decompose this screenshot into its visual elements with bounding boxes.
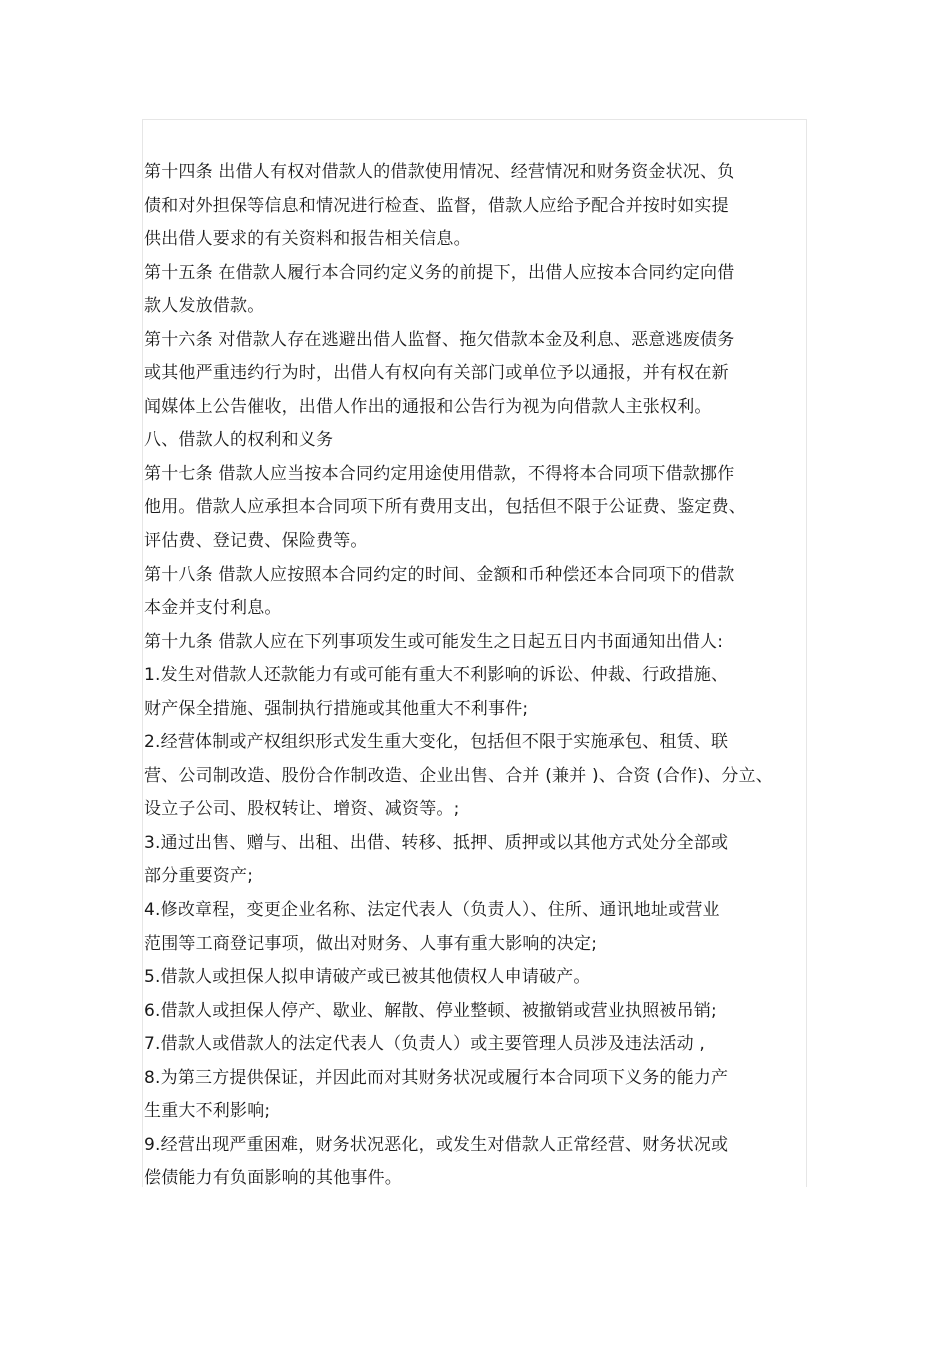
text-line: 生重大不利影响; — [144, 1101, 271, 1122]
text-line: 闻媒体上公告催收，出借人作出的通报和公告行为视为向借款人主张权利。 — [144, 396, 712, 417]
text-line: 偿债能力有负面影响的其他事件。 — [144, 1168, 402, 1189]
text-line: 款人发放借款。 — [144, 296, 265, 317]
text-line: 7.借款人或借款人的法定代表人（负责人）或主要管理人员涉及违法活动 , — [144, 1034, 706, 1055]
text-line: 3.通过出售、赠与、出租、出借、转移、抵押、质押或以其他方式处分全部或 — [144, 832, 729, 853]
text-line: 第十五条 在借款人履行本合同约定义务的前提下，出借人应按本合同约定向借 — [144, 262, 735, 283]
text-line: 他用。借款人应承担本合同项下所有费用支出，包括但不限于公证费、鉴定费、 — [144, 497, 746, 518]
text-line: 5.借款人或担保人拟申请破产或已被其他债权人申请破产。 — [144, 967, 591, 988]
text-line: 财产保全措施、强制执行措施或其他重大不利事件; — [144, 698, 529, 719]
text-line: 债和对外担保等信息和情况进行检查、监督，借款人应给予配合并按时如实提 — [144, 195, 729, 216]
text-line: 2.经营体制或产权组织形式发生重大变化，包括但不限于实施承包、租赁、联 — [144, 732, 729, 753]
text-line: 本金并支付利息。 — [144, 598, 282, 619]
text-line: 或其他严重违约行为时，出借人有权向有关部门或单位予以通报，并有权在新 — [144, 363, 729, 384]
text-line: 营、公司制改造、股份合作制改造、企业出售、合并 (兼并 )、合资 (合作)、分立、 — [144, 765, 773, 786]
text-line: 设立子公司、股权转让、增资、减资等。; — [144, 799, 460, 820]
text-line: 6.借款人或担保人停产、歇业、解散、停业整顿、被撤销或营业执照被吊销; — [144, 1000, 717, 1021]
text-line: 1.发生对借款人还款能力有或可能有重大不利影响的诉讼、仲裁、行政措施、 — [144, 665, 729, 686]
document-body — [144, 156, 824, 1196]
text-line: 第十七条 借款人应当按本合同约定用途使用借款，不得将本合同项下借款挪作 — [144, 463, 735, 484]
text-line: 第十四条 出借人有权对借款人的借款使用情况、经营情况和财务资金状况、负 — [144, 162, 735, 182]
text-line: 第十九条 借款人应在下列事项发生或可能发生之日起五日内书面通知出借人: — [144, 631, 724, 652]
text-line: 8.为第三方提供保证，并因此而对其财务状况或履行本合同项下义务的能力产 — [144, 1067, 729, 1088]
text-line: 八、借款人的权利和义务 — [144, 430, 334, 451]
text-line: 第十六条 对借款人存在逃避出借人监督、拖欠借款本金及利息、恶意逃废债务 — [144, 329, 735, 350]
text-line: 第十八条 借款人应按照本合同约定的时间、金额和币种偿还本合同项下的借款 — [144, 564, 735, 585]
text-line: 评估费、登记费、保险费等。 — [144, 531, 368, 552]
text-line: 4.修改章程，变更企业名称、法定代表人（负责人）、住所、通讯地址或营业 — [144, 900, 720, 921]
text-line: 范围等工商登记事项，做出对财务、人事有重大影响的决定; — [144, 933, 598, 954]
text-line: 部分重要资产; — [144, 866, 254, 887]
text-line: 9.经营出现严重困难，财务状况恶化，或发生对借款人正常经营、财务状况或 — [144, 1134, 729, 1155]
text-line: 供出借人要求的有关资料和报告相关信息。 — [144, 229, 471, 250]
